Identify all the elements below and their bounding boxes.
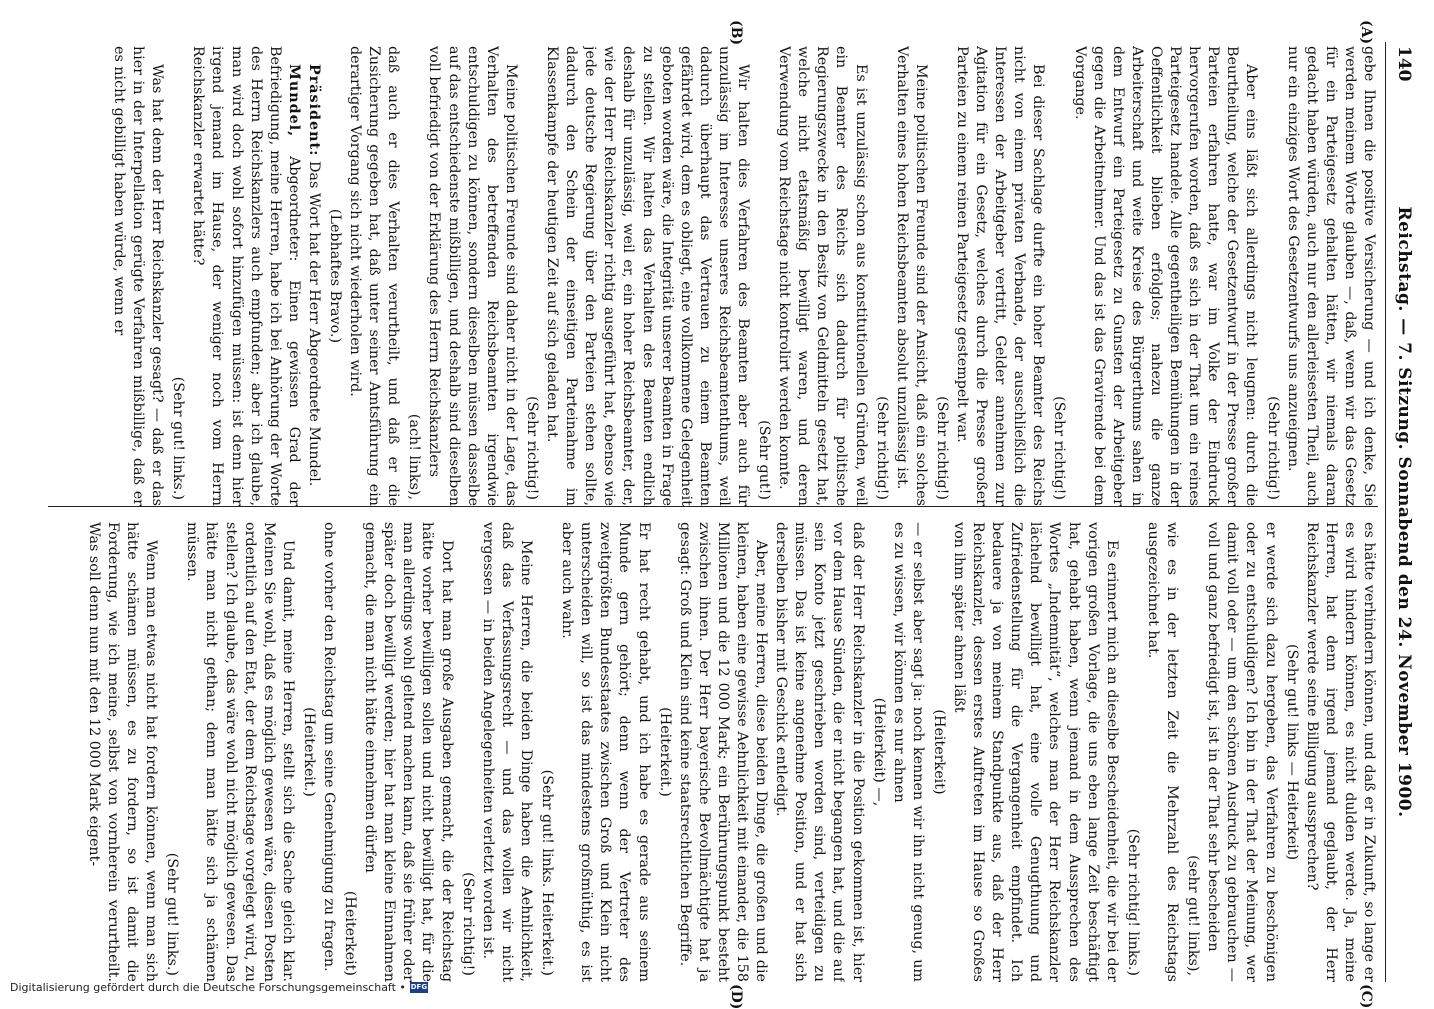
interjection: (Heiterkeit.) bbox=[656, 707, 673, 797]
page-header bbox=[1386, 46, 1414, 978]
header-rule bbox=[1385, 42, 1386, 982]
paragraph: Meine politischen Freunde sind der Ansicht, daß ein solches Verhalten eines hohen Reichsbeamten absolut unzulässig ist. bbox=[893, 46, 929, 506]
interjection: (Sehr gut! links — Heiterkeit) bbox=[1283, 643, 1300, 861]
interjection: (Heiterkeit.) bbox=[300, 707, 317, 797]
paragraph: Er hat recht gehabt, und ich habe es gerade aus seinem Munde gern gehört; denn wenn der Vertreter des zweitgrößten Bundesstaates zwischen Groß und Klein nicht unterscheiden will, so ist das mindestens großmüthig, es ist aber auch wahr. bbox=[559, 522, 652, 982]
paragraph: ohne vorher den Reichstag um seine Genehmigung zu fragen. bbox=[321, 522, 338, 972]
interjection: (Sehr gut!) bbox=[756, 420, 773, 500]
interjection: (Sehr richtig!) bbox=[1264, 396, 1281, 500]
column-divider bbox=[48, 506, 1378, 507]
interjection: (ach! links), bbox=[406, 413, 423, 500]
paragraph: — er selbst aber sagt ja: noch kennen wir ihn nicht genug, um es zu wissen, wir können es nur ahnen bbox=[890, 522, 926, 982]
paragraph: wie es in der letzten Zeit die Mehrzahl des Reichstags ausgezeichnet hat. bbox=[1144, 522, 1181, 982]
margin-marker-d: (D) bbox=[728, 984, 744, 1009]
paragraph: Meine Herren, die beiden Dinge haben die Aehnlichkeit, daß das Verfassungsrecht — und das wollen wir nicht vergessen — in beiden Angelegenheiten verletzt worden ist. bbox=[479, 522, 534, 982]
interjection: (Sehr gut! links.) bbox=[170, 376, 187, 500]
speaker-paragraph bbox=[304, 46, 323, 506]
left-column bbox=[48, 46, 1378, 506]
paragraph: daß auch er dies Verhalten verurtheilt, und daß er die Zusicherung gegeben hat, daß unter seiner Amtsführung ein derartiger Vorgang sich nicht wiederholen wird. bbox=[347, 46, 402, 506]
speaker-name: Mundel, bbox=[285, 64, 302, 138]
paragraph: Und damit, meine Herren, stellt sich die Sache gleich klar. Meinen Sie wohl, daß es möglich gewesen wäre, diesen Posten ordentlich auf den Etat, der dem Reichstage vorgelegt wird, zu stellen? Ich glaube, das wäre wohl nicht möglich gewesen. Das hätte man nicht gethan; denn man hätte sich ja schämen müssen. bbox=[184, 522, 296, 982]
paragraph: er werde sich dazu hergeben, das Verfahren zu beschönigen oder zu entschuldigen? Ich bin in der That der Meinung, wer damit voll oder — um den schönen Ausdruck zu gebrauchen — voll und ganz befriedigt ist, ist in der That sehr bescheiden bbox=[1205, 522, 1279, 982]
interjection: (Sehr richtig! links.) bbox=[1124, 828, 1141, 976]
interjection: (Sehr richtig!) bbox=[1051, 396, 1068, 500]
interjection: (Sehr richtig!) bbox=[459, 872, 476, 976]
paragraph: Was hat denn der Herr Reichskanzler gesagt? — daß er das hier in der Interpellation gerügte Verfahren mißbillige, daß er es nicht gebilligt haben würde, wenn er bbox=[111, 46, 166, 506]
speech-text: Das Wort hat der Herr Abgeordnete Mundel. bbox=[305, 160, 322, 487]
right-column bbox=[48, 522, 1378, 982]
interjection: (Heiterkeit) bbox=[342, 890, 359, 976]
paragraph: daß der Herr Reichskanzler in die Position gekommen ist, hier vor dem Hause Sünden, die er nicht begangen hat, und die auf sein Konto jetzt geschrieben worden sind, verteidigen zu müssen. Das ist keine angenehme Position, und er hat sich derselben bisher mit Geschick entledigt. bbox=[773, 522, 866, 982]
page-number: 140 bbox=[1394, 46, 1414, 82]
interjection: (Sehr richtig!) bbox=[933, 396, 950, 500]
speaker-paragraph bbox=[188, 46, 303, 506]
paragraph: Dort hat man große Ausgaben gemacht, die der Reichstag hätte vorher bewilligen sollen und nicht bewilligt hat, für die man allerdings wohl geltend machen kann, daß sie früher oder später doch bewilligt werden; hier hat man kleine Einnahmen gemacht, die man nicht hätte einnehmen dürfen bbox=[362, 522, 455, 982]
paragraph: gebe Ihnen die positive Versicherung — und ich denke, Sie werden meinem Worte glauben —, daß, wenn wir das Gesetz für ein Parteigesetz gehalten hätten, wir niemals daran gedacht haben würden, auch nur den allerleisesten Theil, auch nur ein einziges Wort des Gesetzentwurfs uns anzueignen. bbox=[1284, 46, 1377, 506]
paragraph: Es erinnert mich an dieselbe Bescheidenheit, die wir bei der vorigen großen Vorlage, die uns eben lange Zeit beschäftigt hat, gehabt haben, wenn jemand in dem Aussprechen des Wortes „Indemnität“, welches man der Herr Reichskanzler lächelnd bewilligt hat, eine volle Genugthuung und Zufriedenstellung für die Vergangenheit empfindet. Ich bedauere ja von meinem Standpunkte aus, daß der Herr Reichskanzler, dessen erstes Auftreten im Hause so Großes von ihm später ahnen läßt bbox=[951, 522, 1120, 982]
interjection: (Heiterkeit) —, bbox=[870, 697, 887, 807]
speaker-name: Präsident: bbox=[305, 64, 322, 157]
margin-marker-b: (B) bbox=[728, 20, 744, 46]
interjection: (sehr gut! links), bbox=[1185, 855, 1202, 976]
footer-text: Digitalisierung gefördert durch die Deutsche Forschungsgemeinschaft • bbox=[10, 981, 406, 994]
interjection: (Lebhaftes Bravo.) bbox=[327, 208, 344, 344]
interjection: (Sehr gut! links.) bbox=[164, 852, 181, 976]
interjection: (Heiterkeit) bbox=[930, 709, 947, 795]
interjection: (Sehr richtig!) bbox=[873, 396, 890, 500]
paragraph: Aber eins läßt sich allerdings nicht leugnen: durch die Beurtheilung, welche der Gesetzentwurf in der Presse großer Parteien erfahren hatte, war im Volke der Eindruck hervorgerufen worden, daß es sich in der That um ein reines Parteigesetz handele. Alle gegentheiligen Bemühungen in der Oeffentlichkeit blieben erfolglos; nahezu die ganze Arbeiterschaft und weite Kreise des Bürgerthums sahen in dem Entwurf ein Parteigesetz zu Gunsten der Arbeitgeber gegen die Arbeitnehmer. Und das ist das Gravirende bei dem Vorgange. bbox=[1071, 46, 1260, 506]
interjection: (Sehr gut! links. Heiterkeit.) bbox=[539, 769, 556, 976]
paragraph: Aber, meine Herren, diese beiden Dinge, die großen und die kleinen, haben eine gewisse Aehnlichkeit mit einander, die 158 Millionen und die 12 000 Mark; ein Berührungspunkt besteht zwischen ihnen. Der Herr bayerische Bevollmächtigte hat ja gesagt: Groß und Klein sind keine staatsrechtlichen Begriffe. bbox=[676, 522, 770, 982]
dfg-logo-icon: DFG bbox=[410, 983, 428, 991]
margin-marker-a: (A) bbox=[1358, 20, 1374, 45]
paragraph: Meine politischen Freunde sind daher nicht in der Lage, das Verhalten des betreffenden Reichsbeamten irgendwie entschuldigen zu können, sondern dieselben müssen dasselbe auf das entschiedenste mißbilligen, und deshalb sind dieselben voll befriedigt von der Erklärung des Herrn Reichskanzlers bbox=[426, 46, 519, 506]
paragraph: es hätte verhindern können, und daß er in Zukunft, so lange er es wird hindern können, es nicht dulden werde. Ja, meine Herren, hat denn irgend jemand geglaubt, der Herr Reichskanzler werde seine Billigung aussprechen? bbox=[1303, 522, 1377, 982]
paragraph: Wenn man etwas nicht hat fordern können, wenn man sich hätte schämen müssen, es zu fordern, so ist damit die Forderung, wie ich meine, selbst von vornherein verurtheilt. Was soll denn nun mit den 12 000 Mark eigent- bbox=[85, 522, 160, 982]
interjection: (Sehr richtig!) bbox=[523, 396, 540, 500]
speech-text: Abgeordneter: Einen gewissen Grad der Befriedigung, meine Herren, habe ich bei Anhörung der Worte des Herrn Reichskanzlers auch empfunden; aber ich glaube, man wird doch wohl sofort hinzufügen müssen: ist denn hier irgend jemand im Hause, der weniger noch vom Herrn Reichskanzler erwartet hätte? bbox=[190, 46, 302, 506]
margin-marker-c: (C) bbox=[1358, 984, 1374, 1009]
page-title: Reichstag. — 7. Sitzung. Sonnabend den 24. November 1900. bbox=[1394, 206, 1414, 818]
paragraph: Wir halten dies Verfahren des Beamten aber auch für unzulässig im Interesse unseres Reichsbeamtenthums, weil dadurch überhaupt das Vertrauen zu einem Beamten gefährdet wird, dem es obliegt, eine vollkommene Gelegenheit geboten worden wäre, die Integrität unserer Beamten in Frage zu stellen. Wir halten das Verhalten des Beamten endlich deshalb für unzulässig, weil er, ein hoher Reichsbeamter, der, wie der Herr Reichskanzler richtig ausgeführt hat, ebenso wie jede deutsche Regierung über den Parteien stehen sollte, dadurch den Schein der einseitigen Parteinahme im Klassenkampfe der heutigen Zeit auf sich geladen hat. bbox=[544, 46, 751, 506]
digitization-footer bbox=[10, 981, 428, 994]
paragraph: Bei dieser Sachlage durfte ein hoher Beamter des Reichs nicht von einem privaten Verbande, der ausschließlich die Interessen der Arbeitgeber vertritt, Gelder annehmen zur Agitation für ein Gesetz, welches durch die Presse großer Parteien zu einem reinen Parteigesetz gestempelt war. bbox=[954, 46, 1047, 506]
paragraph: Es ist unzulässig schon aus konstitutionellen Gründen, weil ein Beamter des Reichs sich dadurch für politische Regierungszwecke in den Besitz von Geldmitteln gesetzt hat, welche nicht etatsmäßig bewilligt waren, und deren Verwendung vom Reichstage nicht kontrolirt werden konnte. bbox=[776, 46, 869, 506]
